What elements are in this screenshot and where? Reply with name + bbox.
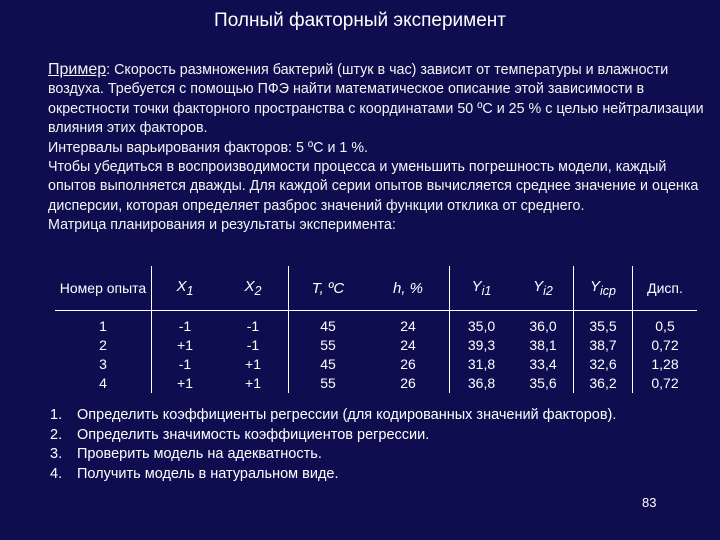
- cell-x1: +1: [177, 375, 193, 391]
- example-label: Пример: [48, 61, 107, 78]
- cell-t: 45: [320, 356, 336, 372]
- problem-statement: [48, 60, 708, 236]
- cell-num: 3: [99, 356, 107, 372]
- experiment-matrix-table: [55, 266, 697, 393]
- cell-disp: 0,5: [655, 318, 675, 334]
- cell-x1: +1: [177, 337, 193, 353]
- cell-num: 2: [99, 337, 107, 353]
- cell-disp: 1,28: [651, 356, 679, 372]
- cell-x1: -1: [178, 356, 192, 372]
- cell-ycp: 36,2: [589, 375, 617, 391]
- cell-y2: 35,6: [529, 375, 557, 391]
- cell-t: 55: [320, 337, 336, 353]
- cell-h: 26: [400, 375, 416, 391]
- table-header-row: [55, 266, 697, 311]
- list-item: [50, 426, 710, 446]
- table-body: [55, 311, 697, 394]
- cell-num: 4: [99, 375, 107, 391]
- list-item-text: Определить значимость коэффициентов регрессии.: [77, 426, 430, 443]
- task-list: [50, 406, 710, 484]
- header-y1: $Y_{i1}$: [450, 266, 514, 311]
- column-y2: [513, 311, 574, 394]
- list-item: [50, 465, 710, 485]
- header-y2: $Y_{i2}$: [513, 266, 574, 311]
- column-x2: [218, 311, 289, 394]
- cell-disp: 0,72: [651, 337, 679, 353]
- header-x1: $X_1$: [152, 266, 219, 311]
- cell-y1: 39,3: [467, 337, 496, 353]
- cell-x1: -1: [178, 318, 192, 334]
- intro-paragraph-1: [48, 60, 708, 139]
- page-number: 83: [642, 495, 657, 510]
- header-variance: Дисп.: [633, 266, 698, 311]
- header-experiment-number: Номер опыта: [55, 266, 152, 311]
- cell-ycp: 32,6: [589, 356, 617, 372]
- header-humidity: h, %: [367, 266, 450, 311]
- cell-h: 24: [400, 337, 416, 353]
- list-item-number: 4.: [50, 465, 63, 482]
- column-humidity: [367, 311, 450, 394]
- cell-num: 1: [99, 318, 107, 334]
- cell-ycp: 38,7: [589, 337, 617, 353]
- slide-title: Полный факторный эксперимент: [214, 10, 506, 31]
- cell-y1: 31,8: [467, 356, 496, 372]
- list-item-number: 1.: [50, 407, 63, 423]
- column-y-mean: [574, 311, 633, 394]
- header-temperature: T, ºC: [289, 266, 368, 311]
- cell-h: 26: [400, 356, 416, 372]
- cell-t: 45: [320, 318, 336, 334]
- cell-y2: 33,4: [529, 356, 557, 372]
- column-temperature: [289, 311, 368, 394]
- column-experiment-number: [55, 311, 152, 394]
- cell-disp: 0,72: [651, 375, 679, 391]
- intro-paragraph-2: Интервалы варьирования факторов: 5 ºС и 1 %.: [48, 139, 369, 156]
- cell-x2: +1: [245, 356, 261, 372]
- cell-x2: -1: [246, 318, 260, 334]
- column-variance: [633, 311, 698, 394]
- list-item-text: Проверить модель на адекватность.: [77, 446, 322, 462]
- list-item: [50, 406, 710, 426]
- cell-ycp: 35,5: [589, 318, 617, 334]
- intro-paragraph-4: Матрица планирования и результаты эксперимента:: [48, 217, 396, 234]
- column-y1: [450, 311, 514, 394]
- cell-t: 55: [320, 375, 336, 391]
- cell-x2: -1: [246, 337, 260, 353]
- cell-x2: +1: [245, 375, 261, 391]
- list-item-number: 2.: [50, 426, 63, 443]
- list-item: [50, 445, 710, 465]
- intro-paragraph-3: Чтобы убедиться в воспроизводимости процесса и уменьшить погрешность модели, каждый опытов выполняется дважды. Для каждой серии опытов вычисляется среднее значение и оценка дисперсии, которая определяет разброс значений функции отклика от среднего.: [48, 159, 699, 214]
- header-x2: $X_2$: [218, 266, 289, 311]
- cell-y1: 35,0: [467, 318, 496, 334]
- cell-h: 24: [400, 318, 416, 334]
- cell-y2: 38,1: [529, 337, 557, 353]
- list-item-number: 3.: [50, 446, 63, 462]
- example-text: : Скорость размножения бактерий (штук в час) зависит от температуры и влажности воздуха. Требуется с помощью ПФЭ найти математическое описание этой зависимости в окрестности точки факторного пространства с координатами 50 ºС и 25 % с целью нейтрализации влияния этих факторов.: [48, 62, 704, 137]
- header-y-mean: $Y_{icp}$: [574, 266, 633, 311]
- list-item-text: Определить коэффициенты регрессии (для кодированных значений факторов).: [77, 407, 617, 423]
- cell-y1: 36,8: [467, 375, 496, 391]
- cell-y2: 36,0: [529, 318, 557, 334]
- list-item-text: Получить модель в натуральном виде.: [77, 465, 339, 482]
- column-x1: [152, 311, 219, 394]
